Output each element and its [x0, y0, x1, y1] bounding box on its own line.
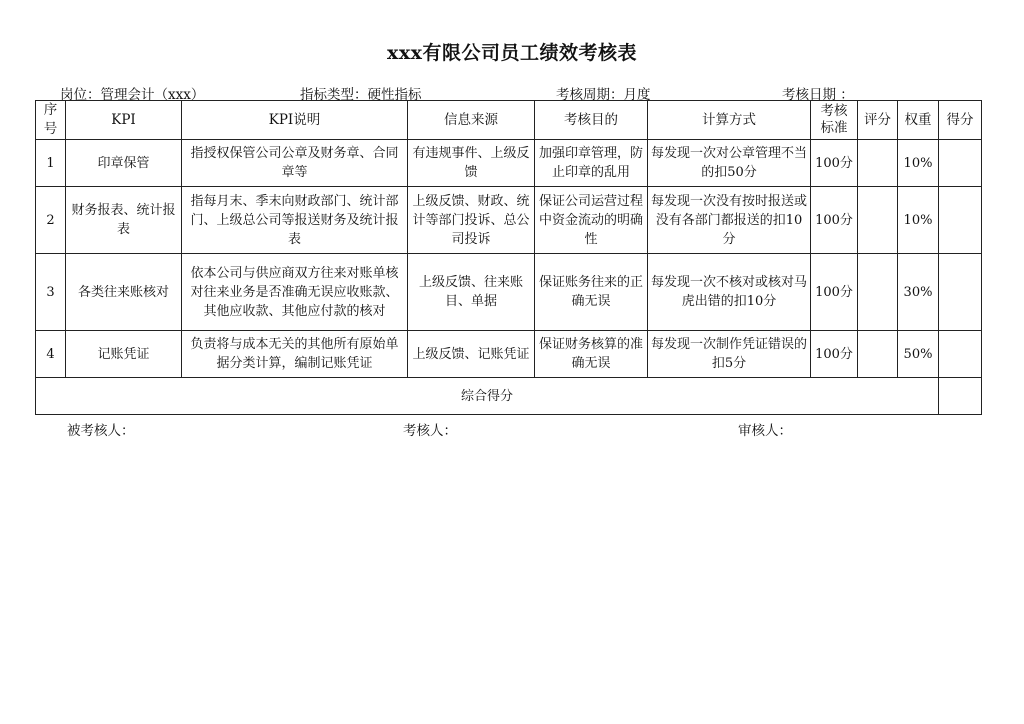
table-row — [36, 140, 982, 187]
cell-source: 上级反馈、往来账目、单据 — [408, 254, 535, 331]
cell-method: 每发现一次没有按时报送或没有各部门都报送的扣10分 — [648, 187, 811, 254]
cell-no: 1 — [36, 140, 66, 187]
cell-weight: 50% — [898, 331, 939, 378]
examinee-label: 被考核人： — [67, 423, 135, 439]
cell-standard: 100分 — [811, 140, 858, 187]
header-cell-kpi-desc: KPI说明 — [182, 101, 408, 140]
header-cell-kpi: KPI — [66, 101, 182, 140]
table-row — [36, 331, 982, 378]
cell-purpose: 保证公司运营过程中资金流动的明确性 — [535, 187, 648, 254]
period-label: 考核周期：月度 — [556, 87, 651, 103]
table-row — [36, 187, 982, 254]
cell-kpi: 印章保管 — [66, 140, 182, 187]
date-label: 考核日期 ： — [782, 87, 854, 103]
cell-no: 2 — [36, 187, 66, 254]
header-cell-method: 计算方式 — [648, 101, 811, 140]
cell-kpi: 各类往来账核对 — [66, 254, 182, 331]
cell-kpi-desc: 依本公司与供应商双方往来对账单核对往来业务是否准确无误应收账款、其他应收款、其他应付款的核对 — [182, 254, 408, 331]
cell-kpi-desc: 负责将与成本无关的其他所有原始单据分类计算，编制记账凭证 — [182, 331, 408, 378]
total-row — [36, 378, 982, 415]
cell-score[interactable] — [858, 254, 898, 331]
cell-purpose: 保证账务往来的正确无误 — [535, 254, 648, 331]
indicator-type-label: 指标类型：硬性指标 — [300, 87, 422, 103]
cell-no: 4 — [36, 331, 66, 378]
cell-kpi: 记账凭证 — [66, 331, 182, 378]
cell-kpi: 财务报表、统计报表 — [66, 187, 182, 254]
cell-weight: 30% — [898, 254, 939, 331]
header-cell-source: 信息来源 — [408, 101, 535, 140]
cell-source: 有违规事件、上级反馈 — [408, 140, 535, 187]
total-score-cell[interactable] — [939, 378, 982, 415]
cell-standard: 100分 — [811, 254, 858, 331]
examiner-label: 考核人： — [403, 423, 457, 439]
cell-source: 上级反馈、记账凭证 — [408, 331, 535, 378]
cell-method: 每发现一次制作凭证错误的扣5分 — [648, 331, 811, 378]
cell-score[interactable] — [858, 187, 898, 254]
total-label: 综合得分 — [36, 378, 939, 415]
reviewer-label: 审核人： — [738, 423, 792, 439]
document-title: xxx有限公司员工绩效考核表 — [387, 42, 637, 64]
cell-result[interactable] — [939, 331, 982, 378]
cell-standard: 100分 — [811, 187, 858, 254]
header-cell-no: 序号 — [36, 101, 66, 140]
cell-method: 每发现一次对公章管理不当的扣50分 — [648, 140, 811, 187]
cell-purpose: 加强印章管理，防止印章的乱用 — [535, 140, 648, 187]
cell-result[interactable] — [939, 187, 982, 254]
table-row — [36, 254, 982, 331]
cell-method: 每发现一次不核对或核对马虎出错的扣10分 — [648, 254, 811, 331]
cell-no: 3 — [36, 254, 66, 331]
cell-weight: 10% — [898, 187, 939, 254]
cell-kpi-desc: 指每月末、季末向财政部门、统计部门、上级总公司等报送财务及统计报表 — [182, 187, 408, 254]
cell-score[interactable] — [858, 140, 898, 187]
cell-standard: 100分 — [811, 331, 858, 378]
kpi-table — [35, 100, 982, 415]
header-cell-standard: 考核标准 — [811, 101, 858, 140]
cell-result[interactable] — [939, 254, 982, 331]
position-label: 岗位：管理会计（xxx） — [60, 87, 205, 103]
header-cell-weight: 权重 — [898, 101, 939, 140]
cell-result[interactable] — [939, 140, 982, 187]
header-cell-score: 评分 — [858, 101, 898, 140]
cell-score[interactable] — [858, 331, 898, 378]
cell-kpi-desc: 指授权保管公司公章及财务章、合同章等 — [182, 140, 408, 187]
cell-weight: 10% — [898, 140, 939, 187]
header-cell-result: 得分 — [939, 101, 982, 140]
cell-purpose: 保证财务核算的准确无误 — [535, 331, 648, 378]
table-header-row — [36, 101, 982, 140]
header-cell-purpose: 考核目的 — [535, 101, 648, 140]
cell-source: 上级反馈、财政、统计等部门投诉、总公司投诉 — [408, 187, 535, 254]
